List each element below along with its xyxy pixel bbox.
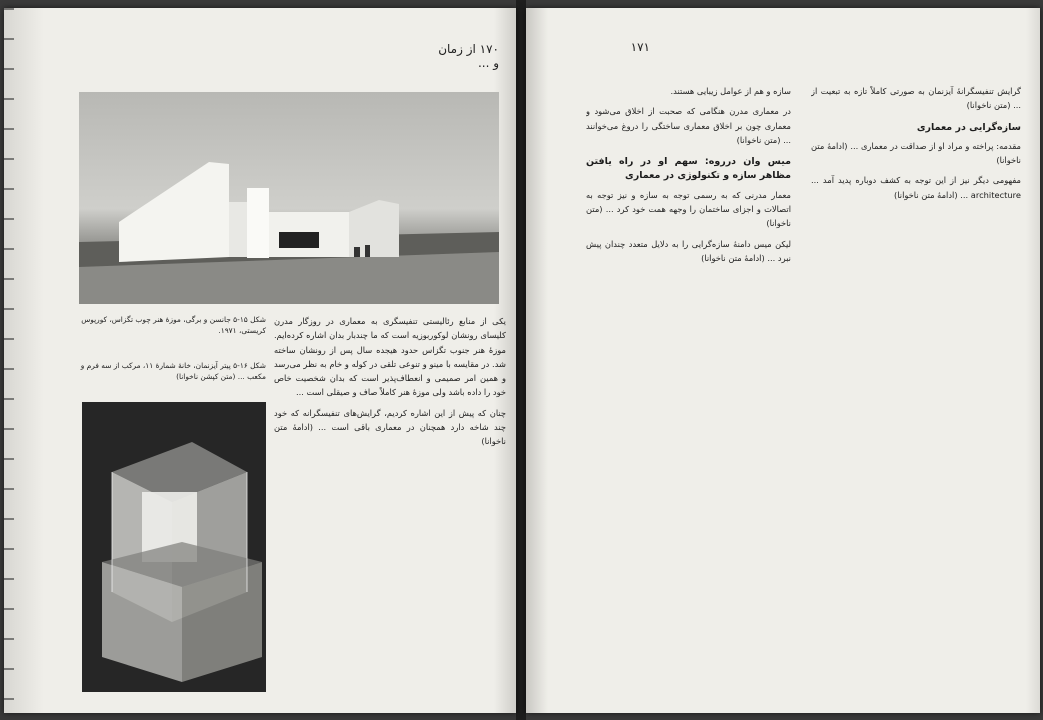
- page-number-right: ۱۷۱: [630, 40, 650, 54]
- right-column-b: [811, 84, 1021, 694]
- paragraph: گرایش تنفیسگرانهٔ آیزنمان به صورتی کاملاً تازه به تبعیت از ... (متن ناخوانا): [811, 86, 1021, 111]
- paragraph: چنان که پیش از این اشاره کردیم، گرایش‌های تنفیسگرانه که خود چند شاخه دارد همچنان در معماری باقی است ... (ادامهٔ متن ناخوانا): [274, 407, 506, 447]
- model-photo: [82, 402, 266, 692]
- right-column-a: [586, 84, 791, 684]
- museum-photo: [79, 92, 499, 304]
- paragraph: مقدمه: پراخته و مراد او از صداقت در معماری ... (ادامهٔ متن ناخوانا): [811, 140, 1021, 166]
- paragraph: لیکن میس دامنهٔ سازه‌گرایی را به دلایل متعدد چندان پیش نبرد ... (ادامهٔ متن ناخوانا): [586, 238, 791, 263]
- right-page: [526, 8, 1040, 713]
- paragraph: یکی از منابع رئالیستی تنفیسگری به معماری در روزگار مدرن کلیسای رونشان لوکوربوزیه است که ما چندبار بدان اشاره کرده‌ایم. موزهٔ هنر جنوب تگزاس حدود هیجده سال پس از رونشان ساخته شد. در مقایسه با مینو و تنوعی تلقی در کوله و خام به نظر می‌رسد و همین امر صمیمی و انعطاف‌پذیر است که بدان شخصیت خاص خود را داده باشد ولی موزهٔ هنر کاملاً صاف و صیقلی است ...: [274, 316, 506, 398]
- section-heading: سازه‌گرایی در معماری: [916, 121, 1021, 133]
- paragraph: در معماری مدرن هنگامی که صحبت از اخلاق می‌شود و معماری چون بر اخلاق معماری ساختگی را دروغ می‌خوانند ... (متن ناخوانا): [586, 106, 791, 145]
- page-edge-marks: [4, 8, 14, 713]
- section-heading: میس وان درروه: سهم او در راه یافتن مظاهر سازه و تکنولوژی در معماری: [586, 156, 791, 182]
- paragraph: سازه و هم از عوامل زیبایی هستند.: [670, 86, 791, 96]
- paragraph: مفهومی دیگر نیز از این توجه به کشف دوباره پدید آمد ... architecture ... (ادامهٔ متن ناخوانا): [811, 175, 1021, 200]
- model-caption: شکل ۱۶-۵ پیتر آیزنمان، خانهٔ شمارهٔ ۱۱، مرکب از سه فرم و مکعب ... (متن کپشن ناخوانا): [80, 361, 266, 381]
- left-body-text: [274, 314, 506, 709]
- paragraph: معمار مدرنی که به رسمی توجه به سازه و نیز توجه به اتصالات و اجزای ساختمان را وجهه همت خود کرد ... (متن ناخوانا): [586, 189, 791, 229]
- running-head-left: ۱۷۰ از زمان و ...: [438, 42, 499, 70]
- photo-caption: شکل ۱۵-۵ جانسن و برگی، موزهٔ هنر چوب تگزاس، کورپوس کریستی، ۱۹۷۱.: [81, 315, 266, 335]
- book-gutter: [516, 0, 526, 720]
- left-page: [4, 8, 516, 713]
